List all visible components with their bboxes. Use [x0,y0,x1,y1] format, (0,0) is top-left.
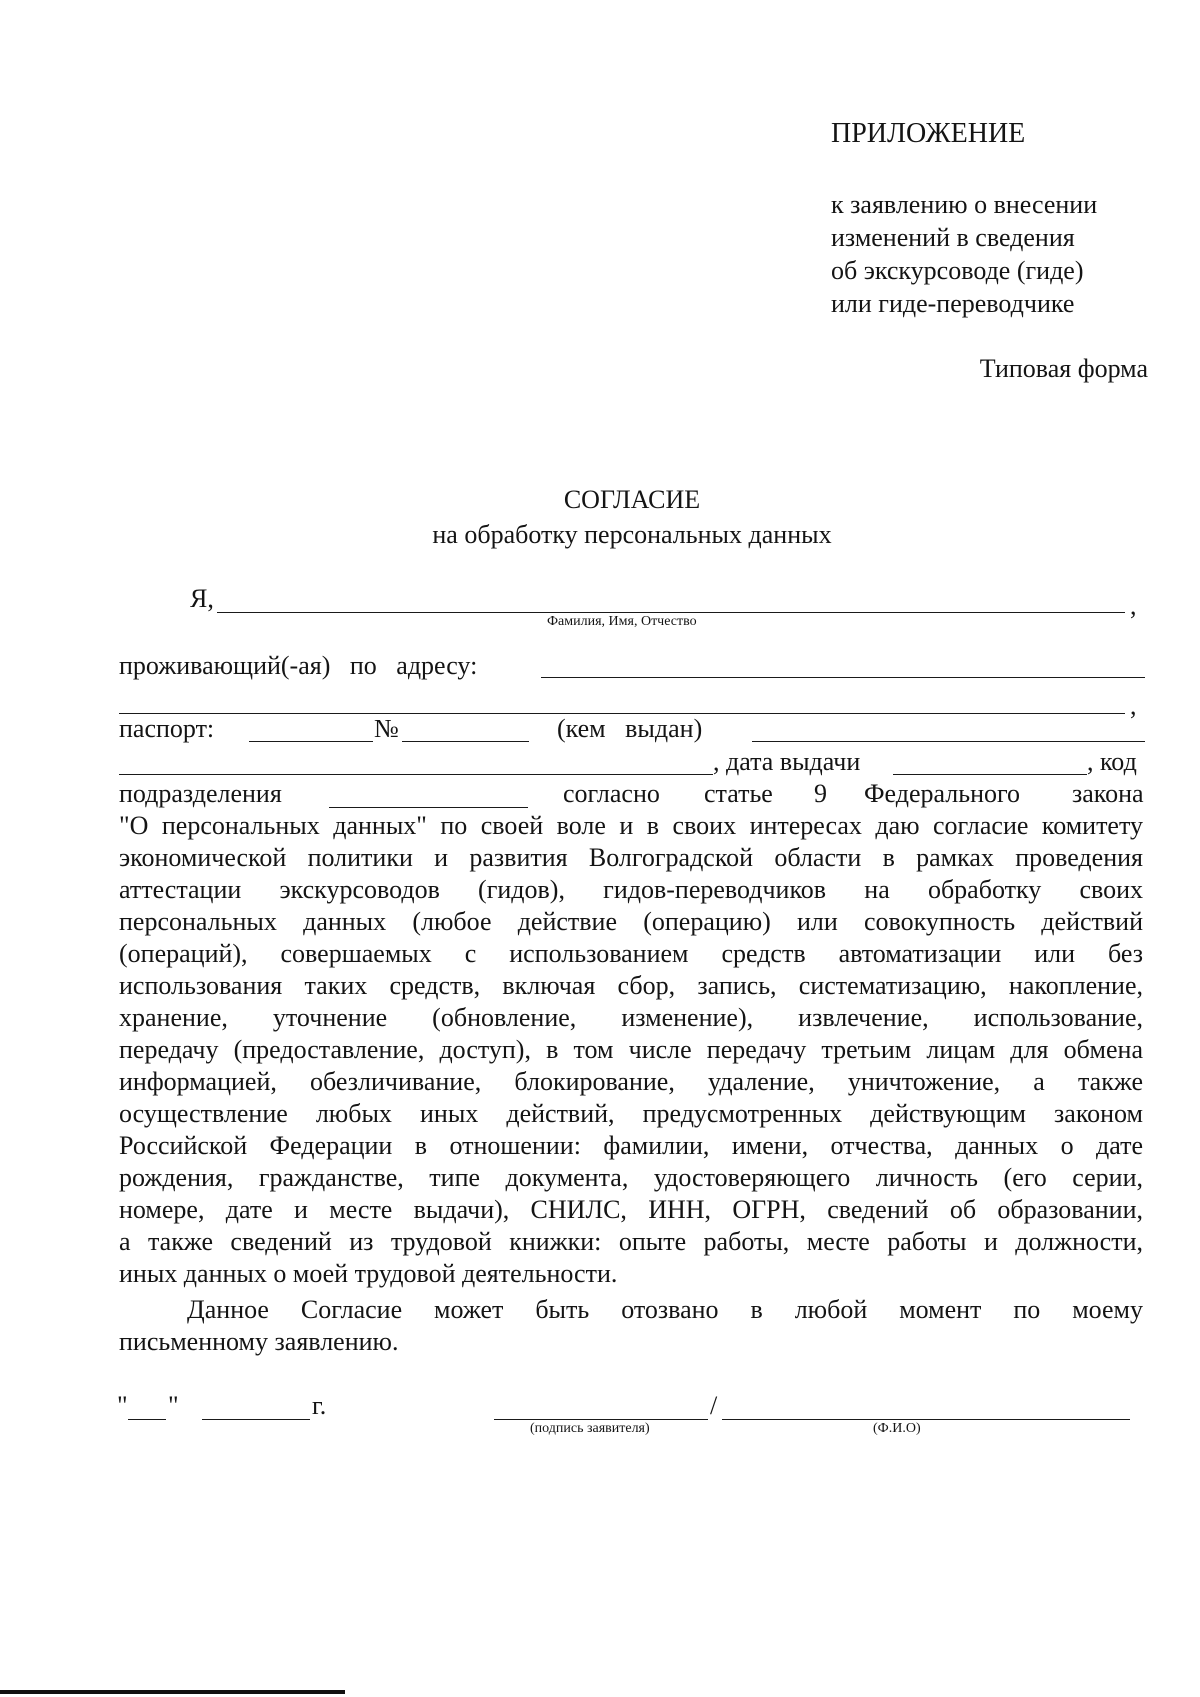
passport-series-line[interactable] [249,741,373,742]
revocation-last-line: письменному заявлению. [119,1327,399,1356]
passport-number-line[interactable] [402,741,529,742]
appendix-line: к заявлению о внесении [831,190,1098,219]
body-line: использования таких средств, включая сбор, запись, систематизацию, накопление, [119,971,1143,1000]
appendix-line: или гиде-переводчике [831,289,1075,318]
issued-by-line[interactable] [752,741,1145,742]
signature-caption: (подпись заявителя) [530,1421,650,1436]
body-line: информацией, обезличивание, блокирование, удаление, уничтожение, а также [119,1067,1143,1096]
subdivision-label: подразделения [119,779,282,808]
appendix-line: изменений в сведения [831,223,1075,252]
passport-label: паспорт: [119,714,215,743]
body-line: хранение, уточнение (обновление, изменение), извлечение, использование, [119,1003,1143,1032]
body-word: согласно [563,779,660,808]
fio-caption: Фамилия, Имя, Отчество [547,614,697,629]
body-line: "О персональных данных" по своей воле и в своих интересах даю согласие комитету [119,811,1143,840]
appendix-title: ПРИЛОЖЕНИЕ [831,118,1026,149]
body-line: персональных данных (любое действие (операцию) или совокупность действий [119,907,1143,936]
body-line: (операций), совершаемых с использованием средств автоматизации или без [119,939,1143,968]
body-word: 9 [814,779,827,808]
body-line: осуществление любых иных действий, предусмотренных действующим законом [119,1099,1143,1128]
date-day-line[interactable] [128,1419,166,1420]
body-word: Федерального [864,779,1021,808]
body-word: закона [1072,779,1144,808]
address-field-line[interactable] [541,677,1145,678]
code-label: , код [1087,747,1137,776]
body-line: аттестации экскурсоводов (гидов), гидов-переводчиков на обработку своих [119,875,1143,904]
year-suffix: г. [312,1391,327,1420]
body-line: Российской Федерации в отношении: фамилии, имени, отчества, данных о дате [119,1131,1143,1160]
issue-date-label: , дата выдачи [713,747,861,776]
body-word: статье [704,779,773,808]
form-type-label: Типовая форма [979,354,1148,383]
fio-comma: , [1130,591,1137,620]
body-line: экономической политики и развития Волгоградской области в рамках проведения [119,843,1143,872]
number-sign: № [374,714,399,743]
date-quote-open: " [117,1391,128,1420]
body-line: передачу (предоставление, доступ), в том числе передачу третьим лицам для обмена [119,1035,1143,1064]
address-label: проживающий(-ая) по адресу: [119,651,478,680]
document-subtitle: на обработку персональных данных [432,520,832,549]
address-comma: , [1130,691,1137,720]
date-quote-close: " [168,1391,179,1420]
revocation-line: Данное Согласие может быть отозвано в любой момент по моему [187,1295,1143,1324]
issued-by-label: (кем выдан) [557,714,703,743]
i-label: Я, [190,584,214,613]
date-month-line[interactable] [202,1419,310,1420]
signature-line[interactable] [494,1419,708,1420]
appendix-line: об экскурсоводе (гиде) [831,256,1084,285]
fio-signature-line[interactable] [722,1419,1130,1420]
scan-edge-line [0,1690,345,1694]
issue-date-line[interactable] [893,774,1087,775]
signature-slash: / [710,1391,718,1420]
fio-field-line[interactable] [217,612,1125,613]
fio-signature-caption: (Ф.И.О) [873,1421,921,1436]
document-title: СОГЛАСИЕ [563,485,701,514]
subdivision-code-line[interactable] [329,807,528,808]
body-line: рождения, гражданстве, типе документа, удостоверяющего личность (его серии, [119,1163,1143,1192]
body-last-line: иных данных о моей трудовой деятельности. [119,1259,618,1288]
body-line: номере, дате и месте выдачи), СНИЛС, ИНН, ОГРН, сведений об образовании, [119,1195,1143,1224]
body-line: а также сведений из трудовой книжки: опыте работы, месте работы и должности, [119,1227,1143,1256]
issued-by-line-2[interactable] [119,774,713,775]
